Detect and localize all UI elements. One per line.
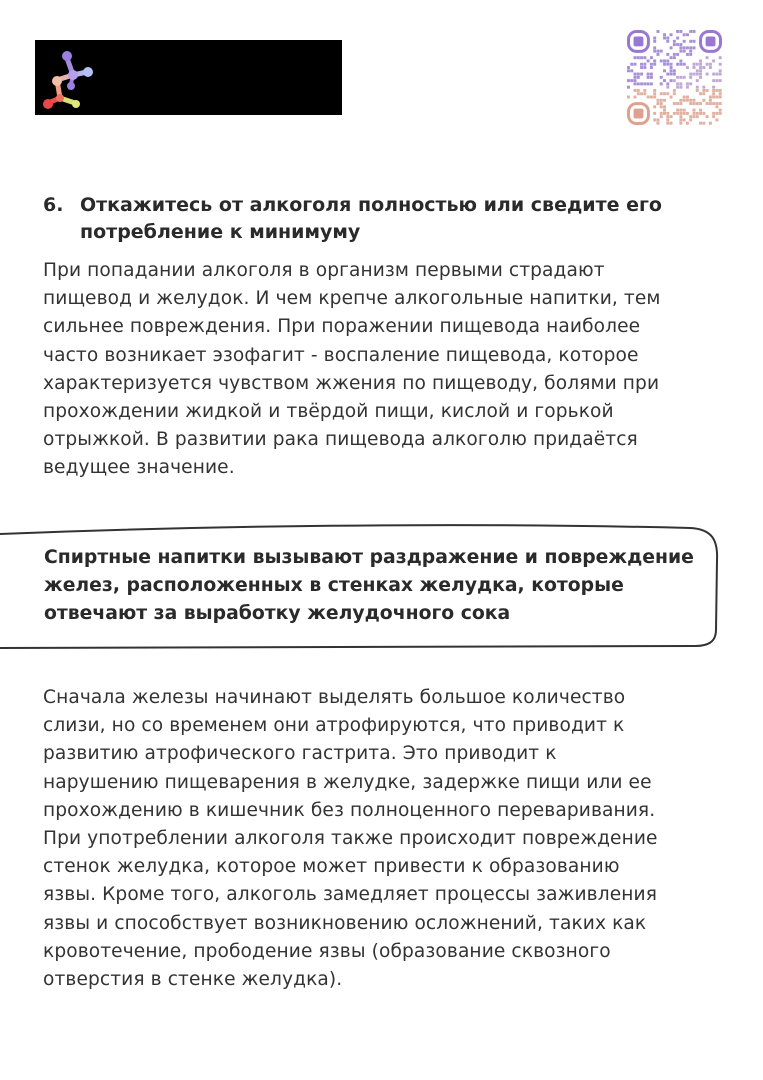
qr-module: [666, 122, 669, 125]
qr-module: [712, 86, 715, 89]
qr-module: [650, 73, 653, 76]
qr-module: [706, 73, 709, 76]
qr-module: [683, 118, 686, 121]
qr-module: [696, 79, 699, 82]
qr-module: [719, 56, 722, 59]
qr-module: [637, 76, 640, 79]
qr-module: [634, 73, 637, 76]
qr-module: [693, 63, 696, 66]
qr-module: [676, 53, 679, 56]
qr-module: [706, 102, 709, 105]
qr-module: [647, 96, 650, 99]
qr-module: [673, 79, 676, 82]
qr-module: [693, 115, 696, 118]
qr-module: [653, 37, 656, 40]
qr-module: [702, 112, 705, 115]
qr-module: [640, 92, 643, 95]
qr-module: [627, 66, 630, 69]
qr-module: [702, 86, 705, 89]
qr-module: [709, 102, 712, 105]
callout-line: Спиртные напитки вызывают раздражение и повреждение: [44, 547, 694, 568]
qr-module: [634, 79, 637, 82]
qr-module: [670, 115, 673, 118]
qr-module: [660, 115, 663, 118]
qr-module: [650, 56, 653, 59]
qr-module: [689, 30, 692, 33]
qr-code-icon: [627, 30, 722, 125]
qr-module: [653, 40, 656, 43]
qr-module: [679, 86, 682, 89]
qr-module: [666, 73, 669, 76]
qr-module: [719, 89, 722, 92]
qr-module: [679, 122, 682, 125]
qr-module: [702, 99, 705, 102]
qr-module: [719, 92, 722, 95]
qr-module: [709, 99, 712, 102]
qr-module: [715, 118, 718, 121]
qr-module: [640, 63, 643, 66]
qr-module: [640, 66, 643, 69]
qr-module: [656, 99, 659, 102]
qr-module: [634, 56, 637, 59]
qr-module: [673, 102, 676, 105]
qr-module: [686, 46, 689, 49]
qr-module: [643, 82, 646, 85]
qr-finder-center: [634, 37, 644, 47]
qr-module: [666, 86, 669, 89]
qr-module: [676, 82, 679, 85]
qr-module: [673, 40, 676, 43]
qr-module: [706, 89, 709, 92]
qr-module: [686, 96, 689, 99]
qr-module: [643, 89, 646, 92]
qr-module: [663, 99, 666, 102]
qr-module: [660, 82, 663, 85]
qr-module: [702, 89, 705, 92]
qr-module: [650, 63, 653, 66]
qr-module: [712, 102, 715, 105]
text-line: прохождении жидкой и твёрдой пищи, кислой и горькой: [43, 401, 614, 423]
qr-module: [706, 56, 709, 59]
text-line: Сначала железы начинают выделять большое количество: [43, 687, 626, 708]
qr-module: [712, 115, 715, 118]
qr-module: [670, 96, 673, 99]
qr-module: [712, 89, 715, 92]
qr-module: [679, 99, 682, 102]
qr-module: [666, 92, 669, 95]
text-line: характеризуется чувством жжения по пищеводу, болями при: [43, 372, 660, 394]
qr-module: [673, 89, 676, 92]
qr-module: [683, 33, 686, 36]
qr-module: [693, 102, 696, 105]
qr-module: [699, 122, 702, 125]
qr-module: [663, 59, 666, 62]
qr-module: [683, 99, 686, 102]
qr-module: [715, 105, 718, 108]
header-banner: [35, 40, 342, 115]
qr-module: [634, 96, 637, 99]
qr-module: [679, 50, 682, 53]
qr-module: [650, 66, 653, 69]
qr-module: [676, 76, 679, 79]
qr-module: [653, 92, 656, 95]
qr-module: [683, 63, 686, 66]
qr-module: [709, 96, 712, 99]
qr-module: [686, 53, 689, 56]
qr-module: [653, 63, 656, 66]
callout-box: [0, 520, 763, 655]
qr-module: [679, 59, 682, 62]
paragraph-stomach: [43, 684, 658, 994]
qr-module: [712, 112, 715, 115]
qr-module: [679, 118, 682, 121]
qr-module: [663, 33, 666, 36]
qr-module: [660, 102, 663, 105]
qr-module: [693, 109, 696, 112]
qr-module: [712, 79, 715, 82]
qr-module: [653, 118, 656, 121]
qr-module: [643, 66, 646, 69]
qr-module: [647, 59, 650, 62]
qr-module: [686, 86, 689, 89]
qr-module: [666, 37, 669, 40]
qr-module: [679, 76, 682, 79]
qr-module: [656, 118, 659, 121]
qr-module: [702, 66, 705, 69]
text-line: кровотечение, прободение язвы (образование сквозного: [43, 940, 611, 962]
section-title-line: потребление к минимуму: [80, 221, 361, 243]
qr-module: [660, 50, 663, 53]
qr-module: [715, 112, 718, 115]
qr-module: [686, 82, 689, 85]
text-line: отверстия в стенке желудка).: [43, 969, 343, 991]
text-line: стенок желудка, которое может привести к образованию: [43, 856, 620, 878]
qr-module: [679, 102, 682, 105]
qr-module: [676, 86, 679, 89]
qr-module: [630, 63, 633, 66]
text-line: часто возникает эзофагит - воспаление пищевода, которое: [43, 344, 639, 366]
qr-module: [653, 89, 656, 92]
qr-module: [693, 46, 696, 49]
qr-module: [689, 99, 692, 102]
qr-module: [689, 73, 692, 76]
qr-module: [699, 102, 702, 105]
qr-module: [660, 76, 663, 79]
qr-module: [686, 122, 689, 125]
qr-module: [715, 79, 718, 82]
qr-module: [637, 89, 640, 92]
qr-module: [643, 56, 646, 59]
qr-module: [634, 63, 637, 66]
qr-module: [676, 37, 679, 40]
text-line: нарушению пищеварения в желудке, задержке пищи или ее: [43, 771, 652, 793]
qr-module: [650, 76, 653, 79]
qr-module: [630, 79, 633, 82]
qr-module: [709, 63, 712, 66]
qr-module: [663, 112, 666, 115]
qr-module: [689, 76, 692, 79]
qr-module: [670, 46, 673, 49]
qr-module: [643, 92, 646, 95]
qr-module: [696, 112, 699, 115]
qr-module: [666, 82, 669, 85]
qr-module: [673, 56, 676, 59]
qr-module: [719, 112, 722, 115]
qr-module: [696, 86, 699, 89]
qr-module: [689, 53, 692, 56]
qr-module: [702, 122, 705, 125]
text-line: отрыжкой. В развитии рака пищевода алкоголю придаётся: [43, 429, 638, 451]
qr-module: [693, 66, 696, 69]
qr-module: [663, 69, 666, 72]
qr-module: [712, 73, 715, 76]
qr-module: [683, 50, 686, 53]
qr-module: [686, 33, 689, 36]
callout-line: желез, расположенных в стенках желудка, которые: [44, 575, 624, 596]
qr-module: [673, 112, 676, 115]
qr-module: [670, 69, 673, 72]
qr-module: [679, 46, 682, 49]
qr-finder-center: [634, 109, 644, 119]
qr-module: [706, 115, 709, 118]
qr-module: [689, 118, 692, 121]
qr-module: [683, 46, 686, 49]
qr-module: [670, 63, 673, 66]
qr-module: [653, 59, 656, 62]
qr-module: [670, 56, 673, 59]
qr-module: [709, 66, 712, 69]
text-line: сильнее повреждения. При поражении пищевода наиболее: [43, 316, 641, 338]
qr-module: [696, 115, 699, 118]
qr-module: [663, 92, 666, 95]
qr-module: [715, 96, 718, 99]
qr-module: [696, 73, 699, 76]
qr-module: [663, 109, 666, 112]
qr-module: [683, 109, 686, 112]
qr-module: [666, 59, 669, 62]
qr-module: [666, 112, 669, 115]
qr-module: [712, 92, 715, 95]
qr-module: [640, 82, 643, 85]
qr-module: [676, 30, 679, 33]
qr-module: [676, 109, 679, 112]
qr-module: [653, 112, 656, 115]
qr-module: [679, 109, 682, 112]
qr-module: [696, 102, 699, 105]
qr-module: [643, 63, 646, 66]
qr-module: [673, 69, 676, 72]
qr-module: [683, 40, 686, 43]
section-title-line: Откажитесь от алкоголя полностью или сведите его: [80, 194, 662, 216]
qr-module: [709, 122, 712, 125]
qr-module: [719, 69, 722, 72]
qr-module: [702, 92, 705, 95]
qr-module: [666, 63, 669, 66]
qr-module: [679, 112, 682, 115]
qr-module: [640, 56, 643, 59]
qr-module: [689, 50, 692, 53]
qr-module: [715, 102, 718, 105]
qr-module: [670, 79, 673, 82]
qr-module: [656, 102, 659, 105]
qr-module: [699, 73, 702, 76]
qr-module: [660, 112, 663, 115]
qr-module: [656, 53, 659, 56]
qr-module: [719, 63, 722, 66]
text-line: При попадании алкоголя в организм первыми страдают: [43, 260, 605, 281]
text-line: слизи, но со временем они атрофируются, что приводит к: [43, 715, 625, 737]
qr-module: [679, 43, 682, 46]
qr-module: [637, 56, 640, 59]
qr-module: [699, 109, 702, 112]
qr-module: [699, 63, 702, 66]
qr-module: [683, 112, 686, 115]
qr-module: [653, 105, 656, 108]
qr-module: [689, 115, 692, 118]
qr-module: [656, 50, 659, 53]
qr-module: [670, 66, 673, 69]
qr-module: [679, 30, 682, 33]
qr-finder-center: [706, 37, 716, 47]
qr-module: [650, 82, 653, 85]
qr-module: [660, 99, 663, 102]
qr-module: [660, 105, 663, 108]
qr-module: [706, 63, 709, 66]
qr-module: [673, 73, 676, 76]
qr-module: [647, 82, 650, 85]
qr-module: [699, 92, 702, 95]
qr-module: [689, 46, 692, 49]
qr-module: [663, 105, 666, 108]
qr-module: [686, 112, 689, 115]
qr-module: [719, 79, 722, 82]
qr-module: [683, 76, 686, 79]
qr-module: [634, 82, 637, 85]
qr-module: [676, 102, 679, 105]
qr-module: [656, 122, 659, 125]
qr-module: [663, 63, 666, 66]
qr-module: [670, 122, 673, 125]
qr-module: [630, 69, 633, 72]
qr-module: [634, 76, 637, 79]
qr-module: [637, 92, 640, 95]
qr-module: [653, 46, 656, 49]
qr-module: [640, 73, 643, 76]
qr-module: [666, 53, 669, 56]
qr-module: [627, 96, 630, 99]
qr-module: [670, 33, 673, 36]
text-line: ведущее значение.: [43, 457, 235, 479]
qr-module: [650, 96, 653, 99]
qr-module: [656, 30, 659, 33]
qr-module: [696, 89, 699, 92]
qr-module: [693, 112, 696, 115]
qr-code: [627, 30, 722, 125]
paragraph-esophagus: [43, 257, 661, 483]
qr-module: [699, 76, 702, 79]
text-line: язвы и способствует возникновению осложнений, таких как: [43, 912, 647, 934]
qr-module: [699, 112, 702, 115]
qr-module: [679, 82, 682, 85]
qr-module: [693, 99, 696, 102]
text-line: прохождению в кишечник без полноценного переваривания.: [43, 799, 656, 821]
qr-module: [693, 30, 696, 33]
qr-module: [676, 43, 679, 46]
qr-module: [715, 89, 718, 92]
section-number: 6.: [43, 194, 64, 216]
qr-module: [627, 86, 630, 89]
qr-module: [693, 73, 696, 76]
text-line: пищевод и желудок. И чем крепче алкогольные напитки, тем: [43, 288, 661, 310]
qr-module: [679, 63, 682, 66]
qr-module: [693, 40, 696, 43]
qr-module: [715, 73, 718, 76]
qr-module: [673, 43, 676, 46]
qr-module: [673, 53, 676, 56]
qr-module: [686, 66, 689, 69]
qr-module: [696, 69, 699, 72]
qr-module: [666, 40, 669, 43]
qr-module: [637, 82, 640, 85]
qr-module: [699, 59, 702, 62]
qr-module: [673, 92, 676, 95]
section-heading: [43, 192, 662, 246]
qr-module: [663, 37, 666, 40]
qr-module: [666, 115, 669, 118]
qr-module: [663, 79, 666, 82]
qr-module: [719, 109, 722, 112]
callout-line: отвечают за выработку желудочного сока: [44, 603, 511, 624]
text-line: язвы. Кроме того, алкоголь замедляет процессы заживления: [43, 884, 657, 906]
qr-module: [627, 69, 630, 72]
qr-module: [670, 73, 673, 76]
qr-module: [634, 89, 637, 92]
text-line: развитию атрофического гастрита. Это приводит к: [43, 743, 557, 765]
qr-module: [660, 59, 663, 62]
qr-module: [676, 112, 679, 115]
qr-module: [666, 118, 669, 121]
qr-module: [676, 63, 679, 66]
qr-module: [686, 99, 689, 102]
qr-module: [712, 96, 715, 99]
qr-module: [683, 96, 686, 99]
qr-module: [712, 59, 715, 62]
qr-module: [699, 66, 702, 69]
qr-module: [653, 96, 656, 99]
qr-module: [647, 73, 650, 76]
qr-module: [699, 69, 702, 72]
qr-module: [719, 73, 722, 76]
qr-module: [696, 63, 699, 66]
qr-module: [689, 40, 692, 43]
qr-module: [637, 73, 640, 76]
qr-module: [647, 76, 650, 79]
text-line: При употреблении алкоголя также происходит повреждение: [43, 828, 658, 850]
qr-module: [719, 96, 722, 99]
qr-module: [653, 50, 656, 53]
molecule-logo-icon: [35, 40, 342, 115]
qr-module: [689, 102, 692, 105]
qr-module: [627, 79, 630, 82]
qr-module: [689, 82, 692, 85]
qr-module: [679, 115, 682, 118]
qr-module: [719, 102, 722, 105]
qr-module: [660, 92, 663, 95]
